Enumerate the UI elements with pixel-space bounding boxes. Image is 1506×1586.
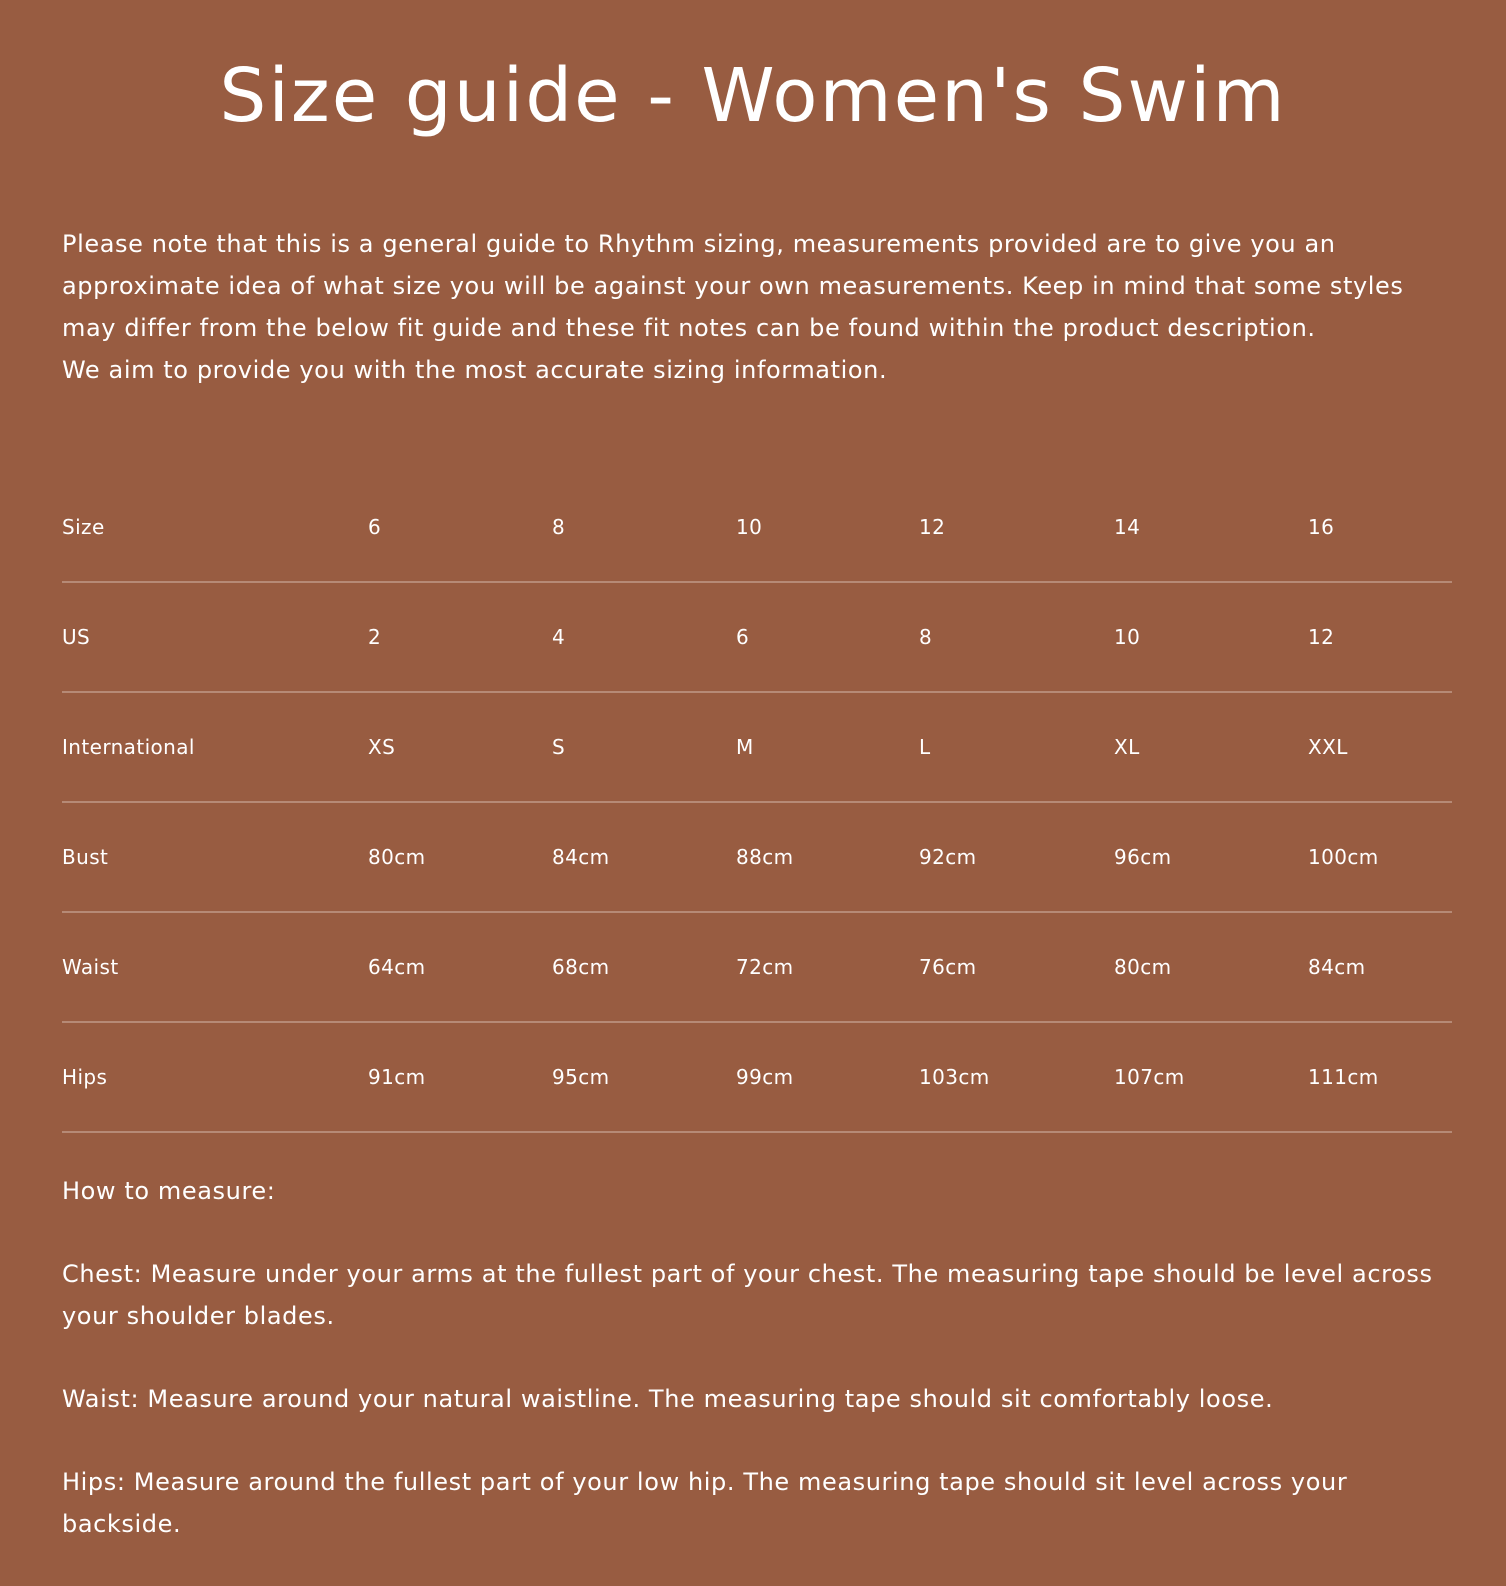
table-cell: 84cm <box>1308 912 1452 1022</box>
table-cell: 88cm <box>736 802 919 912</box>
intro-text <box>62 223 1462 391</box>
table-cell: 103cm <box>919 1022 1114 1132</box>
chest-instructions: Chest: Measure under your arms at the fullest part of your chest. The measuring tape should be level across your shoulder blades. <box>62 1260 1433 1330</box>
table-cell: 72cm <box>736 912 919 1022</box>
table-row-us <box>62 582 1452 692</box>
row-label: Bust <box>62 802 368 912</box>
table-cell: 6 <box>736 582 919 692</box>
table-cell: 80cm <box>1114 912 1308 1022</box>
table-cell: 12 <box>919 473 1114 582</box>
table-cell: 8 <box>919 582 1114 692</box>
table-cell: 10 <box>736 473 919 582</box>
table-cell: 96cm <box>1114 802 1308 912</box>
table-row-size <box>62 473 1452 582</box>
hips-instructions: Hips: Measure around the fullest part of your low hip. The measuring tape should sit level across your backside. <box>62 1468 1348 1538</box>
table-cell: 16 <box>1308 473 1452 582</box>
table-cell: 99cm <box>736 1022 919 1132</box>
table-row-international <box>62 692 1452 802</box>
table-cell: 107cm <box>1114 1022 1308 1132</box>
table-cell: 80cm <box>368 802 552 912</box>
table-cell: 92cm <box>919 802 1114 912</box>
table-cell: 8 <box>552 473 736 582</box>
table-cell: 12 <box>1308 582 1452 692</box>
table-cell: 84cm <box>552 802 736 912</box>
row-label: US <box>62 582 368 692</box>
table-cell: XL <box>1114 692 1308 802</box>
table-cell: 14 <box>1114 473 1308 582</box>
table-cell: L <box>919 692 1114 802</box>
waist-instructions: Waist: Measure around your natural waistline. The measuring tape should sit comfortably loose. <box>62 1385 1274 1413</box>
table-cell: 68cm <box>552 912 736 1022</box>
intro-paragraph: Please note that this is a general guide to Rhythm sizing, measurements provided are to give you an approximate idea of what size you will be against your own measurements. Keep in mind that some styles may differ from the below fit guide and these fit notes can be found within the product description. <box>62 230 1404 342</box>
table-cell: 95cm <box>552 1022 736 1132</box>
table-cell: 2 <box>368 582 552 692</box>
table-cell: 76cm <box>919 912 1114 1022</box>
how-to-measure-section <box>62 1170 1462 1586</box>
table-row-waist <box>62 912 1452 1022</box>
table-row-hips <box>62 1022 1452 1132</box>
how-to-measure-heading: How to measure: <box>62 1177 276 1205</box>
row-label: Hips <box>62 1022 368 1132</box>
row-label: Waist <box>62 912 368 1022</box>
table-cell: 100cm <box>1308 802 1452 912</box>
table-cell: 4 <box>552 582 736 692</box>
table-cell: XS <box>368 692 552 802</box>
table-cell: 64cm <box>368 912 552 1022</box>
table-cell: XXL <box>1308 692 1452 802</box>
table-cell: S <box>552 692 736 802</box>
table-cell: 111cm <box>1308 1022 1452 1132</box>
table-cell: 6 <box>368 473 552 582</box>
table-cell: M <box>736 692 919 802</box>
row-label: International <box>62 692 368 802</box>
table-row-bust <box>62 802 1452 912</box>
intro-note: We aim to provide you with the most accurate sizing information. <box>62 356 888 384</box>
page-title: Size guide - Women's Swim <box>219 53 1287 139</box>
size-table <box>62 473 1452 1133</box>
row-label: Size <box>62 473 368 582</box>
table-cell: 91cm <box>368 1022 552 1132</box>
table-cell: 10 <box>1114 582 1308 692</box>
